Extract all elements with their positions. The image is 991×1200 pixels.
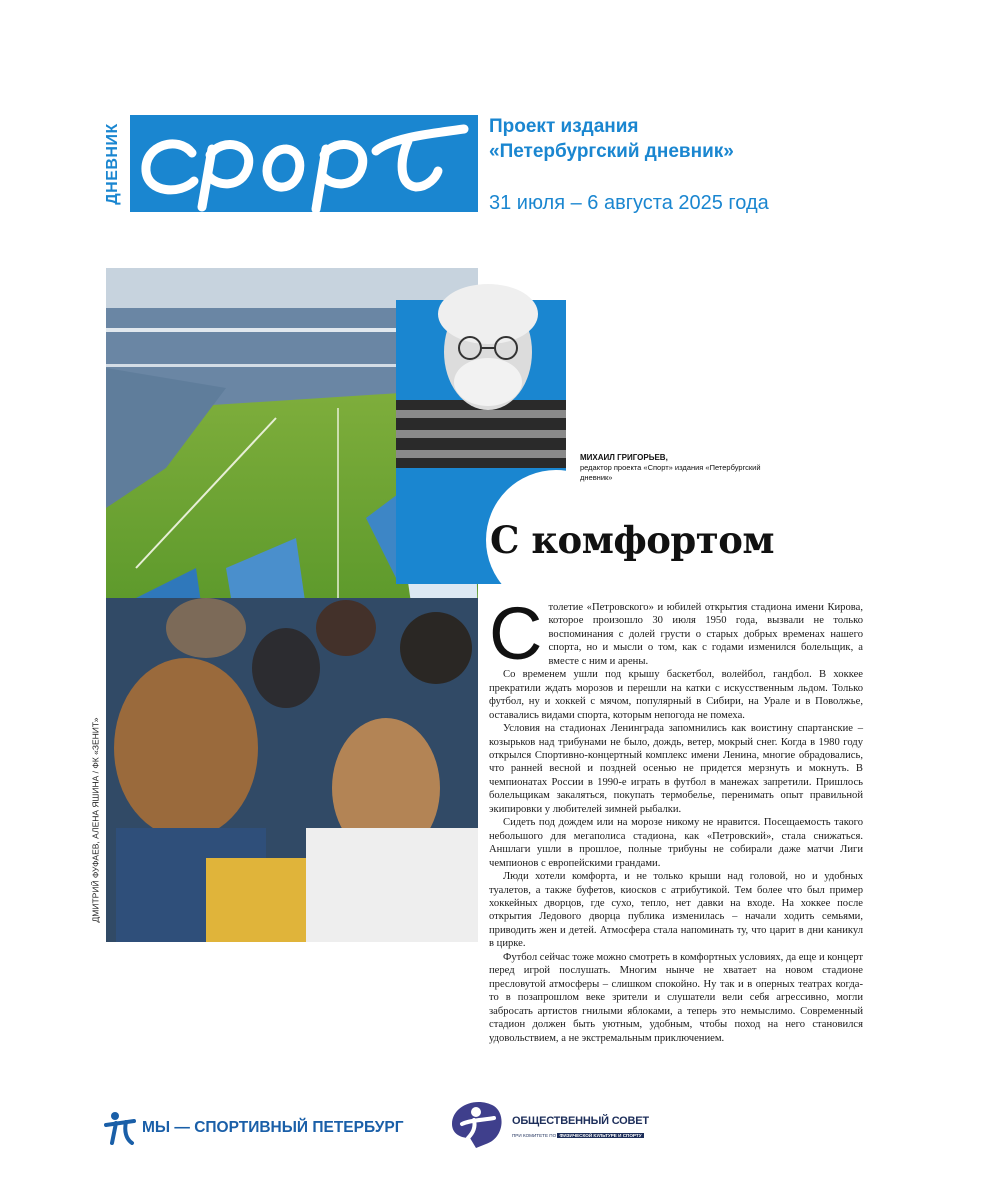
author-name: МИХАИЛ ГРИГОРЬЕВ, bbox=[580, 453, 668, 462]
article-paragraph: Люди хотели комфорта, и не только крыши над головой, но и удобных туалетов, а также буфетов, киосков с атрибутикой. Тем более что был пример хоккейных дворцов, где сухо, тепло, нет давки на входе. На хоккее после открытия Ледового дворца публика изменилась – начали ходить семьями, приводить жен и детей. Атмосфера стала напоминать ту, что царит в дни каникул в цирке. bbox=[489, 871, 863, 950]
issue-date: 31 июля – 6 августа 2025 года bbox=[489, 192, 769, 214]
article-body bbox=[489, 592, 863, 1045]
section-vertical-label: ДНЕВНИК bbox=[104, 123, 121, 205]
article-headline: С комфортом bbox=[490, 518, 775, 562]
council-name: ОБЩЕСТВЕННЫЙ СОВЕТ bbox=[512, 1115, 649, 1127]
project-title bbox=[489, 114, 909, 164]
article-paragraph: Условия на стадионах Ленинграда запомнились как воистину спартанские – козырьков над трибунами не было, дождь, ветер, мокрый снег. Когда в 1980 году открылся Спортивно-концертный комплекс имени Ленина, многие обрадовались, что ранней весной и поздней осенью не придется мерзнуть и мокнуть. В чемпионатах России в 1990-е играть в футбол в манежах запретили. Пришлось болельщикам закаляться, покупать термобелье, перенимать опыт правильной экипировки у любителей зимней рыбалки. bbox=[489, 723, 863, 815]
sport-logo-lettering bbox=[130, 115, 478, 212]
author-role: редактор проекта «Спорт» издания «Петербургский дневник» bbox=[580, 463, 761, 482]
article-paragraph: Футбол сейчас тоже можно смотреть в комфортных условиях, да еще и концерт перед игрой послушать. Многим нынче не хватает на новом стадионе пресловутой атмосферы – слишком спокойно. Ну так и в оперных театрах когда-то в позапрошлом веке зрители и слушатели вели себя агрессивно, могли забросать артистов гнилыми яблоками, а теперь это немыслимо. Современный стадион должен быть уютным, удобным, чтобы поход на него становился удовольствием, а не экстремальным приключением. bbox=[489, 951, 863, 1044]
article-paragraph: Сидеть под дождем или на морозе никому не нравится. Посещаемость такого небольшого для мегаполиса стадиона, как «Петровский», стала снижаться. Аншлаги ушли в прошлое, полные трибуны не собирали даже матчи Лиги чемпионов с европейскими грандами. bbox=[489, 817, 863, 869]
project-title-line2: «Петербургский дневник» bbox=[489, 141, 734, 162]
runner-icon bbox=[104, 1111, 136, 1145]
sport-petersburg-logo bbox=[104, 1108, 434, 1148]
project-title-line1: Проект издания bbox=[489, 116, 639, 137]
article-paragraph: Столетие «Петровского» и юбилей открытия стадиона имени Кирова, которое произошло 30 июля 1950 года, вызвали не только воспоминания с долей грусти о старых добрых временах нашего спорта, но и мысли о том, как с годами изменился болельщик, а вместе с ним и арены. bbox=[489, 592, 863, 675]
drop-cap: С bbox=[489, 592, 543, 675]
sport-logo bbox=[130, 115, 478, 212]
article-paragraph: Со временем ушли под крышу баскетбол, волейбол, гандбол. В хоккее прекратили ждать морозов и перешли на катки с искусственным льдом. Только футбол, ну и хоккей с мячом, популярный в Сибири, на Урале и в Поволжье, оставались видами спорта, которым непогода не помеха. bbox=[489, 669, 863, 721]
council-emblem-icon bbox=[446, 1098, 508, 1148]
footer-slogan: МЫ — СПОРТИВНЫЙ ПЕТЕРБУРГ bbox=[142, 1119, 404, 1136]
photo-credit: ДМИТРИЙ ФУФАЕВ, АЛЕНА ЯШИНА / ФК «ЗЕНИТ» bbox=[90, 717, 100, 923]
council-subtitle: ПРИ КОМИТЕТЕ ПО ФИЗИЧЕСКОЙ КУЛЬТУРЕ И СПОРТУ bbox=[512, 1133, 642, 1138]
author-portrait bbox=[396, 280, 566, 468]
